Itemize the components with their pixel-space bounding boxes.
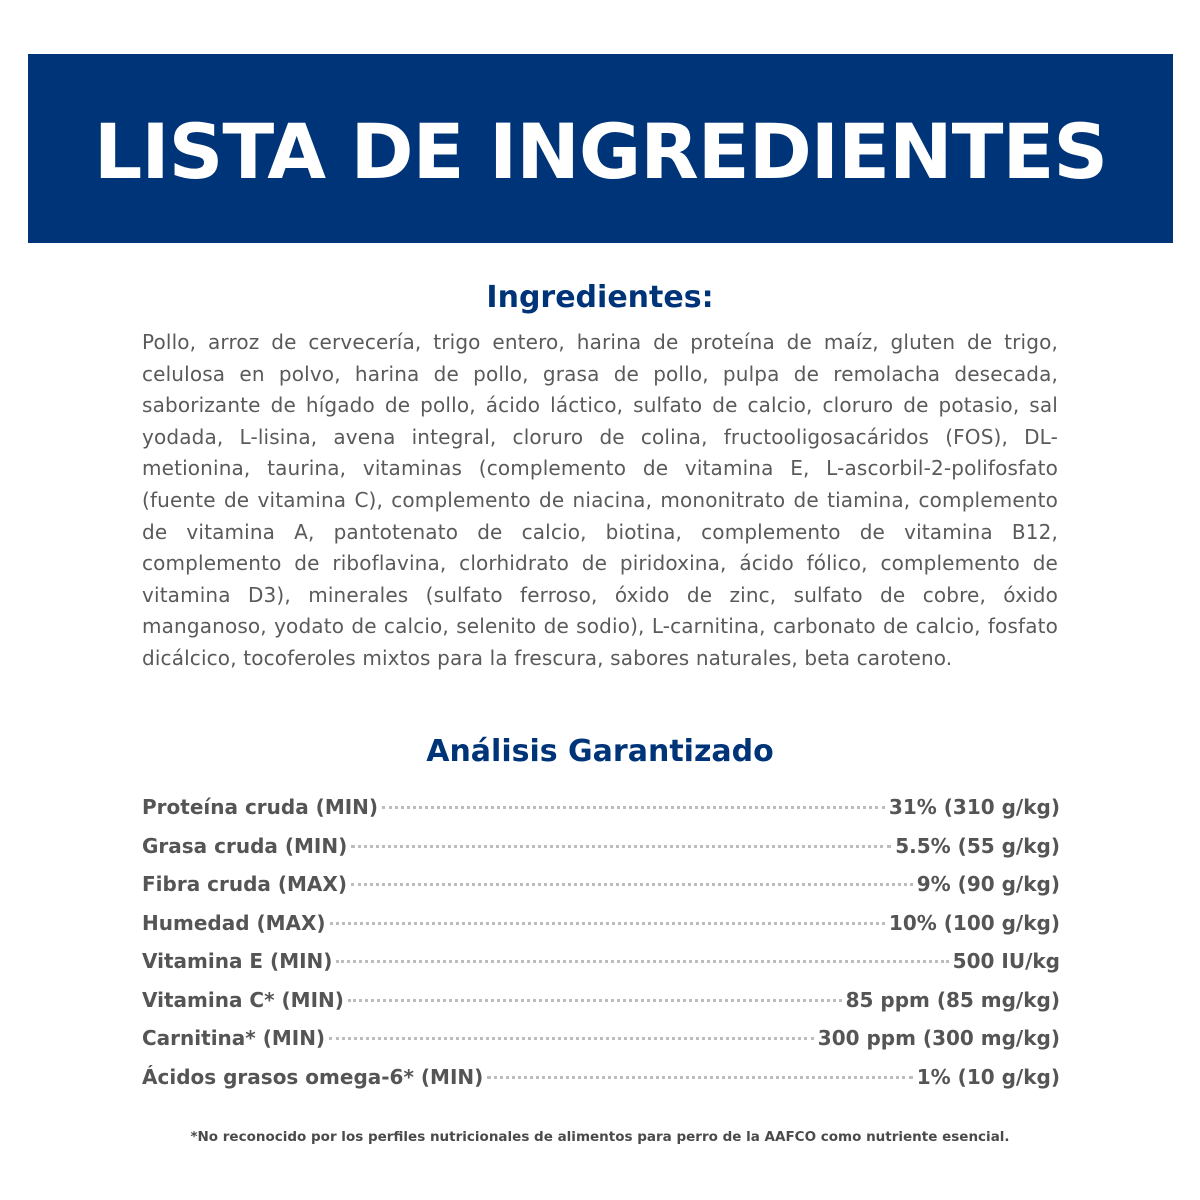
analysis-row-value: 10% (100 g/kg): [888, 910, 1060, 935]
guaranteed-analysis-table: [142, 788, 1060, 1096]
ingredients-list-text: Pollo, arroz de cervecería, trigo entero, harina de proteína de maíz, gluten de trigo, celulosa en polvo, harina de pollo, grasa de pollo, pulpa de remolacha desecada, saborizante de hígado de pollo, ácido láctico, sulfato de calcio, cloruro de potasio, sal yodada, L-lisina, avena integral, cloruro de colina, fructooligosacáridos (FOS), DL-metionina, taurina, vitaminas (complemento de vitamina E, L-ascorbil-2-polifosfato (fuente de vitamina C), complemento de niacina, mononitrato de tiamina, complemento de vitamina A, pantotenato de calcio, biotina, complemento de vitamina B12, complemento de riboflavina, clorhidrato de piridoxina, ácido fólico, complemento de vitamina D3), minerales (sulfato ferroso, óxido de zinc, sulfato de cobre, óxido manganoso, yodato de calcio, selenito de sodio), L-carnitina, carbonato de calcio, fosfato dicálcico, tocoferoles mixtos para la frescura, sabores naturales, beta caroteno.: [142, 330, 1058, 670]
analysis-row-omega-6: [142, 1058, 1060, 1097]
dot-leader: [351, 845, 891, 848]
analysis-row-value: 5.5% (55 g/kg): [895, 833, 1060, 858]
analysis-row-label: Grasa cruda (MIN): [142, 833, 348, 858]
header-banner: [28, 54, 1173, 243]
analysis-row-vitamin-e: [142, 942, 1060, 981]
ingredients-heading: Ingredientes:: [486, 280, 714, 315]
analysis-row-moisture: [142, 904, 1060, 943]
analysis-row-value: 9% (90 g/kg): [916, 872, 1060, 896]
dot-leader: [348, 999, 842, 1002]
analysis-row-value: 31% (310 g/kg): [888, 795, 1060, 819]
page-title: LISTA DE INGREDIENTES: [93, 106, 1108, 196]
analysis-row-label: Ácidos grasos omega-6* (MIN): [142, 1064, 484, 1089]
dot-leader: [329, 1037, 814, 1040]
footnote: *No reconocido por los perfiles nutricionales de alimentos para perro de la AAFCO como nutriente esencial.: [190, 1129, 1010, 1145]
dot-leader: [336, 960, 948, 963]
analysis-row-label: Humedad (MAX): [142, 910, 326, 935]
analysis-row-protein: [142, 788, 1060, 827]
analysis-row-value: 1% (10 g/kg): [916, 1064, 1060, 1089]
analysis-row-fat: [142, 827, 1060, 866]
analysis-row-label: Carnitina* (MIN): [142, 1026, 326, 1050]
analysis-row-label: Vitamina C* (MIN): [142, 987, 344, 1012]
analysis-row-value: 85 ppm (85 mg/kg): [845, 987, 1060, 1012]
dot-leader: [382, 806, 885, 809]
analysis-row-label: Fibra cruda (MAX): [142, 872, 347, 896]
analysis-row-label: Vitamina E (MIN): [142, 949, 333, 973]
analysis-heading: Análisis Garantizado: [426, 734, 774, 769]
analysis-row-carnitine: [142, 1019, 1060, 1058]
analysis-row-value: 300 ppm (300 mg/kg): [817, 1026, 1060, 1050]
analysis-row-fiber: [142, 865, 1060, 904]
dot-leader: [351, 883, 913, 886]
dot-leader: [330, 922, 885, 925]
analysis-row-vitamin-c: [142, 981, 1060, 1020]
dot-leader: [487, 1076, 913, 1079]
analysis-row-value: 500 IU/kg: [952, 949, 1060, 973]
analysis-row-label: Proteína cruda (MIN): [142, 795, 379, 819]
